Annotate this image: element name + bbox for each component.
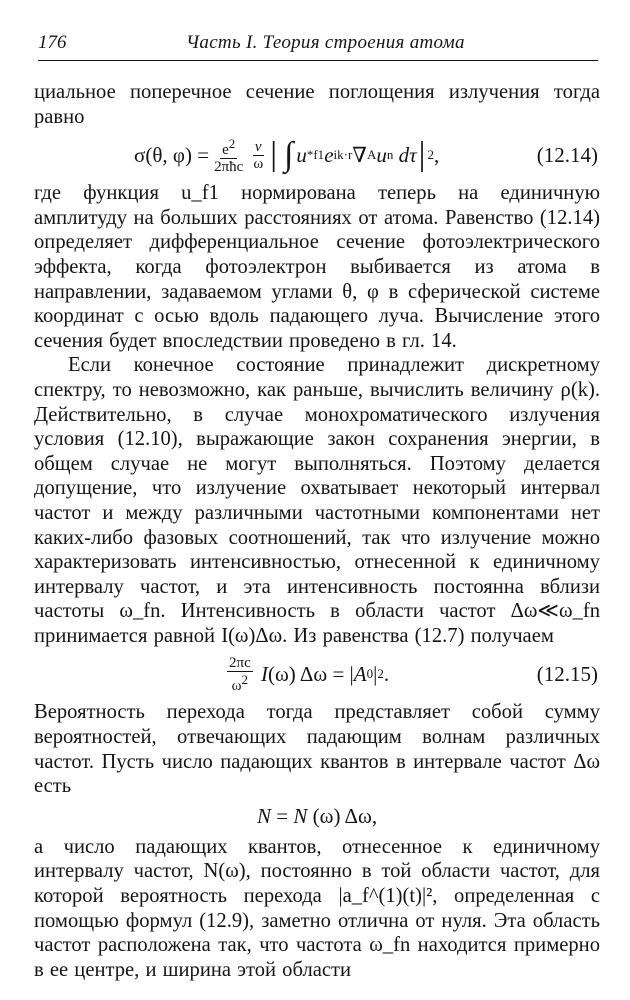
equation-number: (12.14): [536, 142, 598, 167]
equation-formula: $\frac{2\pi c}{\omega^2}$ I (ω) Δω = | A 0 | 2 .: [229, 654, 390, 694]
running-title: Часть I. Теория строения атома: [186, 32, 465, 53]
equation-formula: σ(θ, φ) = $\frac{e^2}{\text{2πħc}}$ $\frac{v}{\omega}$ | ∫ u * f1 e ik·r ∇ A u n dτ | 2 ,: [134, 135, 440, 175]
paragraph-2: где функция u_f1 нормирована теперь на единичную амплитуду на больших расстояниях от атома. Равенство (12.14) определяет дифференциальное сечение фотоэлектрического эффекта, когда фотоэлектрон выбивается из атома в направлении, задаваемом углами θ, φ в сферической системе координат с осью вдоль падающего луча. Вычисление этого сечения будет впоследствии проведено в гл. 14.: [34, 182, 600, 352]
page-number: 176: [38, 32, 67, 53]
equation-number: (12.15): [536, 661, 598, 686]
page-body: [34, 80, 600, 982]
equation-formula: N = N (ω) Δω,: [257, 804, 378, 829]
equation-12-14: [34, 129, 600, 181]
paragraph-1: циальное поперечное сечение поглощения излучения тогда равно: [34, 81, 600, 128]
equation-12-15: [34, 648, 600, 700]
paragraph-5: а число падающих квантов, отнесенное к единичному интервалу частот, N(ω), постоянно в той области частот, для которой вероятность перехода |a_f^(1)(t)|², определенная с помощью формул (12.9), заметно отлична от нуля. Эта область частот расположена так, что частота ω_fn находится примерно в ее центре, и ширина этой области: [34, 835, 600, 981]
paragraph-4: Вероятность перехода тогда представляет собой сумму вероятностей, отвечающих падающим волнам различных частот. Пусть число падающих квантов в интервале частот Δω есть: [34, 701, 600, 798]
page-header: [38, 30, 598, 60]
equation-n-quanta: [34, 799, 600, 835]
header-rule: [38, 60, 598, 61]
paragraph-3: Если конечное состояние принадлежит дискретному спектру, то невозможно, как раньше, вычислить величину ρ(k). Действительно, в случае монохроматического излучения условия (12.10), выражающие закон сохранения энергии, в общем случае не могут выполняться. Поэтому делается допущение, что излучение охватывает некоторый интервал частот и между различными частотными компонентами нет каких-либо фазовых соотношений, так что излучение можно характеризовать интенсивностью, отнесенной к единичному интервалу частот, и эта интенсивность постоянна вблизи частоты ω_fn. Интенсивность в области частот Δω≪ω_fn принимается равной I(ω)Δω. Из равенства (12.7) получаем: [34, 354, 600, 647]
